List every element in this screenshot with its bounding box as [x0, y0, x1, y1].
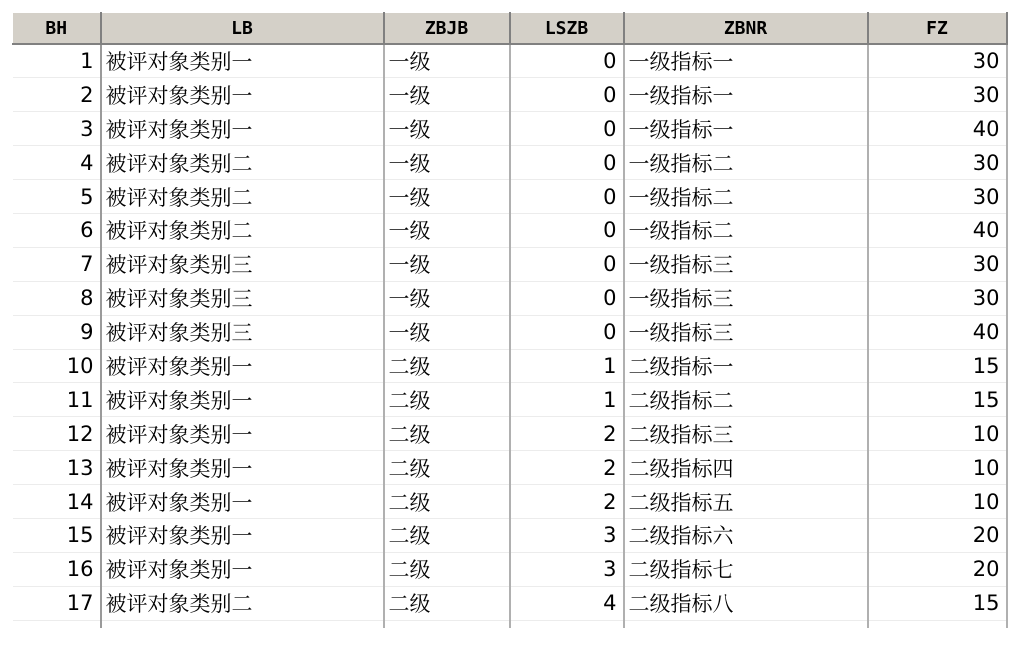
cell-zbjb[interactable]: 一级	[384, 315, 510, 349]
cell-zbjb[interactable]: 一级	[384, 213, 510, 247]
cell-lszb[interactable]: 0	[510, 315, 624, 349]
cell-zbjb[interactable]: 二级	[384, 451, 510, 485]
cell-zbnr[interactable]: 一级指标二	[624, 213, 868, 247]
cell-zbnr[interactable]: 一级指标三	[624, 247, 868, 281]
cell-fz[interactable]: 40	[868, 315, 1007, 349]
column-header-lb[interactable]: LB	[101, 13, 384, 45]
cell-zbnr[interactable]: 二级指标六	[624, 518, 868, 552]
cell-fz[interactable]: 30	[868, 247, 1007, 281]
cell-lb[interactable]: 被评对象类别一	[101, 383, 384, 417]
cell-lszb[interactable]: 0	[510, 78, 624, 112]
data-table	[12, 12, 1008, 628]
column-header-zbjb[interactable]: ZBJB	[384, 13, 510, 45]
cell-lszb[interactable]: 0	[510, 213, 624, 247]
cell-bh[interactable]: 3	[13, 112, 101, 146]
cell-lb	[101, 620, 384, 628]
cell-zbnr[interactable]: 二级指标八	[624, 586, 868, 620]
cell-zbjb[interactable]: 一级	[384, 146, 510, 180]
table-row[interactable]	[13, 485, 1007, 519]
cell-fz[interactable]: 30	[868, 44, 1007, 78]
cell-lszb[interactable]: 0	[510, 247, 624, 281]
table-row[interactable]	[13, 247, 1007, 281]
cell-fz[interactable]: 15	[868, 586, 1007, 620]
cell-zbjb[interactable]: 一级	[384, 281, 510, 315]
table-row[interactable]	[13, 78, 1007, 112]
cell-bh[interactable]: 7	[13, 247, 101, 281]
cell-fz[interactable]: 10	[868, 485, 1007, 519]
column-header-zbnr[interactable]: ZBNR	[624, 13, 868, 45]
cell-lszb	[510, 620, 624, 628]
table-row[interactable]	[13, 44, 1007, 78]
cell-fz	[868, 620, 1007, 628]
cell-lszb[interactable]: 1	[510, 349, 624, 383]
cell-lszb[interactable]: 0	[510, 180, 624, 214]
cell-fz[interactable]: 15	[868, 383, 1007, 417]
cell-bh[interactable]: 12	[13, 417, 101, 451]
cell-lszb[interactable]: 0	[510, 112, 624, 146]
table-row[interactable]	[13, 417, 1007, 451]
cell-zbjb[interactable]: 二级	[384, 383, 510, 417]
cell-lb[interactable]: 被评对象类别一	[101, 485, 384, 519]
cell-fz[interactable]: 20	[868, 518, 1007, 552]
cell-zbnr[interactable]: 二级指标四	[624, 451, 868, 485]
table-row[interactable]	[13, 112, 1007, 146]
cell-lb[interactable]: 被评对象类别一	[101, 518, 384, 552]
cell-lb[interactable]: 被评对象类别一	[101, 78, 384, 112]
cell-lszb[interactable]: 2	[510, 451, 624, 485]
cell-lb[interactable]: 被评对象类别二	[101, 146, 384, 180]
cell-bh[interactable]: 10	[13, 349, 101, 383]
table-row[interactable]	[13, 586, 1007, 620]
cell-lb[interactable]: 被评对象类别二	[101, 180, 384, 214]
cell-bh[interactable]: 9	[13, 315, 101, 349]
table-row[interactable]	[13, 315, 1007, 349]
cell-fz[interactable]: 30	[868, 78, 1007, 112]
cell-bh[interactable]: 16	[13, 552, 101, 586]
cell-lszb[interactable]: 2	[510, 417, 624, 451]
cell-bh[interactable]: 14	[13, 485, 101, 519]
column-header-bh[interactable]: BH	[13, 13, 101, 45]
header-row	[13, 13, 1007, 45]
cell-zbjb[interactable]: 一级	[384, 112, 510, 146]
cell-lb[interactable]: 被评对象类别二	[101, 213, 384, 247]
cell-lszb[interactable]: 4	[510, 586, 624, 620]
cell-zbjb[interactable]: 二级	[384, 417, 510, 451]
cell-bh	[13, 620, 101, 628]
cell-bh[interactable]: 15	[13, 518, 101, 552]
cell-fz[interactable]: 40	[868, 213, 1007, 247]
cell-lb[interactable]: 被评对象类别一	[101, 349, 384, 383]
cell-zbnr[interactable]: 二级指标三	[624, 417, 868, 451]
cell-zbjb[interactable]: 二级	[384, 586, 510, 620]
cell-zbjb[interactable]: 一级	[384, 44, 510, 78]
cell-lb[interactable]: 被评对象类别一	[101, 552, 384, 586]
table-row[interactable]	[13, 552, 1007, 586]
cell-zbnr[interactable]: 一级指标二	[624, 146, 868, 180]
cell-fz[interactable]: 30	[868, 281, 1007, 315]
cell-lszb[interactable]: 3	[510, 518, 624, 552]
cell-bh[interactable]: 13	[13, 451, 101, 485]
cell-zbnr[interactable]: 一级指标一	[624, 112, 868, 146]
cell-zbnr[interactable]: 二级指标一	[624, 349, 868, 383]
cell-fz[interactable]: 10	[868, 451, 1007, 485]
cell-bh[interactable]: 4	[13, 146, 101, 180]
column-header-fz[interactable]: FZ	[868, 13, 1007, 45]
cell-zbjb	[384, 620, 510, 628]
cell-zbjb[interactable]: 一级	[384, 247, 510, 281]
cell-bh[interactable]: 11	[13, 383, 101, 417]
cell-zbnr[interactable]: 二级指标二	[624, 383, 868, 417]
cell-bh[interactable]: 8	[13, 281, 101, 315]
cell-bh[interactable]: 6	[13, 213, 101, 247]
cell-lb[interactable]: 被评对象类别二	[101, 586, 384, 620]
table-row[interactable]	[13, 146, 1007, 180]
table-row[interactable]	[13, 518, 1007, 552]
column-header-lszb[interactable]: LSZB	[510, 13, 624, 45]
cell-zbjb[interactable]: 一级	[384, 78, 510, 112]
table-row-partial	[13, 620, 1007, 628]
cell-fz[interactable]: 40	[868, 112, 1007, 146]
cell-zbnr[interactable]: 二级指标五	[624, 485, 868, 519]
cell-bh[interactable]: 5	[13, 180, 101, 214]
cell-lb[interactable]: 被评对象类别一	[101, 112, 384, 146]
data-grid[interactable]	[12, 12, 1006, 628]
cell-lb[interactable]: 被评对象类别三	[101, 281, 384, 315]
cell-zbnr[interactable]: 一级指标三	[624, 315, 868, 349]
cell-fz[interactable]: 10	[868, 417, 1007, 451]
cell-lb[interactable]: 被评对象类别三	[101, 315, 384, 349]
cell-lszb[interactable]: 2	[510, 485, 624, 519]
cell-lszb[interactable]: 1	[510, 383, 624, 417]
cell-zbjb[interactable]: 二级	[384, 518, 510, 552]
cell-zbjb[interactable]: 二级	[384, 485, 510, 519]
cell-fz[interactable]: 30	[868, 146, 1007, 180]
cell-zbnr[interactable]: 一级指标一	[624, 44, 868, 78]
cell-zbnr[interactable]: 一级指标一	[624, 78, 868, 112]
cell-lb[interactable]: 被评对象类别一	[101, 451, 384, 485]
cell-zbnr[interactable]: 一级指标三	[624, 281, 868, 315]
cell-lszb[interactable]: 3	[510, 552, 624, 586]
table-row[interactable]	[13, 281, 1007, 315]
table-row[interactable]	[13, 213, 1007, 247]
cell-zbnr[interactable]: 一级指标二	[624, 180, 868, 214]
cell-lb[interactable]: 被评对象类别三	[101, 247, 384, 281]
cell-lszb[interactable]: 0	[510, 146, 624, 180]
table-row[interactable]	[13, 349, 1007, 383]
table-row[interactable]	[13, 383, 1007, 417]
cell-lszb[interactable]: 0	[510, 44, 624, 78]
cell-zbnr[interactable]: 二级指标七	[624, 552, 868, 586]
cell-bh[interactable]: 1	[13, 44, 101, 78]
cell-lb[interactable]: 被评对象类别一	[101, 44, 384, 78]
cell-bh[interactable]: 2	[13, 78, 101, 112]
table-body	[13, 44, 1007, 628]
cell-fz[interactable]: 20	[868, 552, 1007, 586]
cell-zbjb[interactable]: 二级	[384, 552, 510, 586]
cell-lb[interactable]: 被评对象类别一	[101, 417, 384, 451]
cell-zbjb[interactable]: 二级	[384, 349, 510, 383]
cell-zbnr	[624, 620, 868, 628]
table-row[interactable]	[13, 180, 1007, 214]
cell-zbjb[interactable]: 一级	[384, 180, 510, 214]
cell-fz[interactable]: 15	[868, 349, 1007, 383]
cell-lszb[interactable]: 0	[510, 281, 624, 315]
cell-bh[interactable]: 17	[13, 586, 101, 620]
cell-fz[interactable]: 30	[868, 180, 1007, 214]
table-row[interactable]	[13, 451, 1007, 485]
